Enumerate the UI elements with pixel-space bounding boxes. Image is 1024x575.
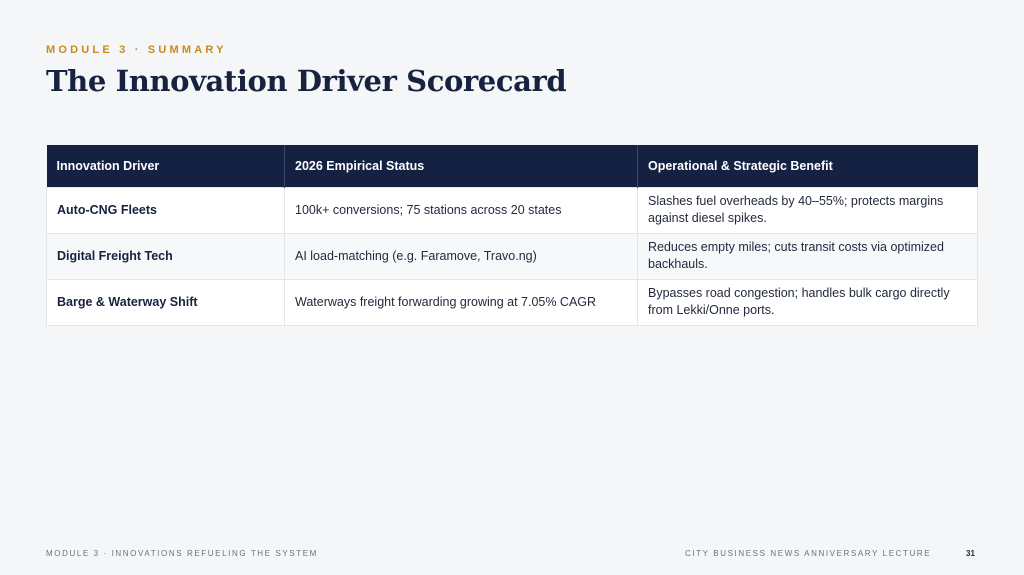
- benefit-cell: Bypasses road congestion; handles bulk cargo directly from Lekki/Onne ports.: [638, 279, 978, 325]
- section-eyebrow: MODULE 3 · SUMMARY: [46, 44, 227, 56]
- status-cell: Waterways freight forwarding growing at 7.05% CAGR: [285, 279, 638, 325]
- status-cell: 100k+ conversions; 75 stations across 20 states: [285, 187, 638, 233]
- benefit-cell: Reduces empty miles; cuts transit costs via optimized backhauls.: [638, 233, 978, 279]
- benefit-cell: Slashes fuel overheads by 40–55%; protects margins against diesel spikes.: [638, 187, 978, 233]
- column-header-benefit: Operational & Strategic Benefit: [638, 145, 978, 187]
- page-number: 31: [966, 549, 975, 558]
- table-row: [47, 279, 978, 325]
- table-header-row: [47, 145, 978, 187]
- footer-event-label: CITY BUSINESS NEWS ANNIVERSARY LECTURE: [685, 549, 932, 558]
- driver-cell: Barge & Waterway Shift: [47, 279, 285, 325]
- column-header-driver: Innovation Driver: [47, 145, 285, 187]
- footer-module-label: MODULE 3 · INNOVATIONS REFUELING THE SYSTEM: [46, 549, 318, 558]
- table-row: [47, 233, 978, 279]
- driver-cell: Digital Freight Tech: [47, 233, 285, 279]
- scorecard-table: [46, 145, 978, 326]
- status-cell: AI load-matching (e.g. Faramove, Travo.ng): [285, 233, 638, 279]
- driver-cell: Auto-CNG Fleets: [47, 187, 285, 233]
- column-header-status: 2026 Empirical Status: [285, 145, 638, 187]
- table-row: [47, 187, 978, 233]
- slide-title: The Innovation Driver Scorecard: [46, 64, 567, 98]
